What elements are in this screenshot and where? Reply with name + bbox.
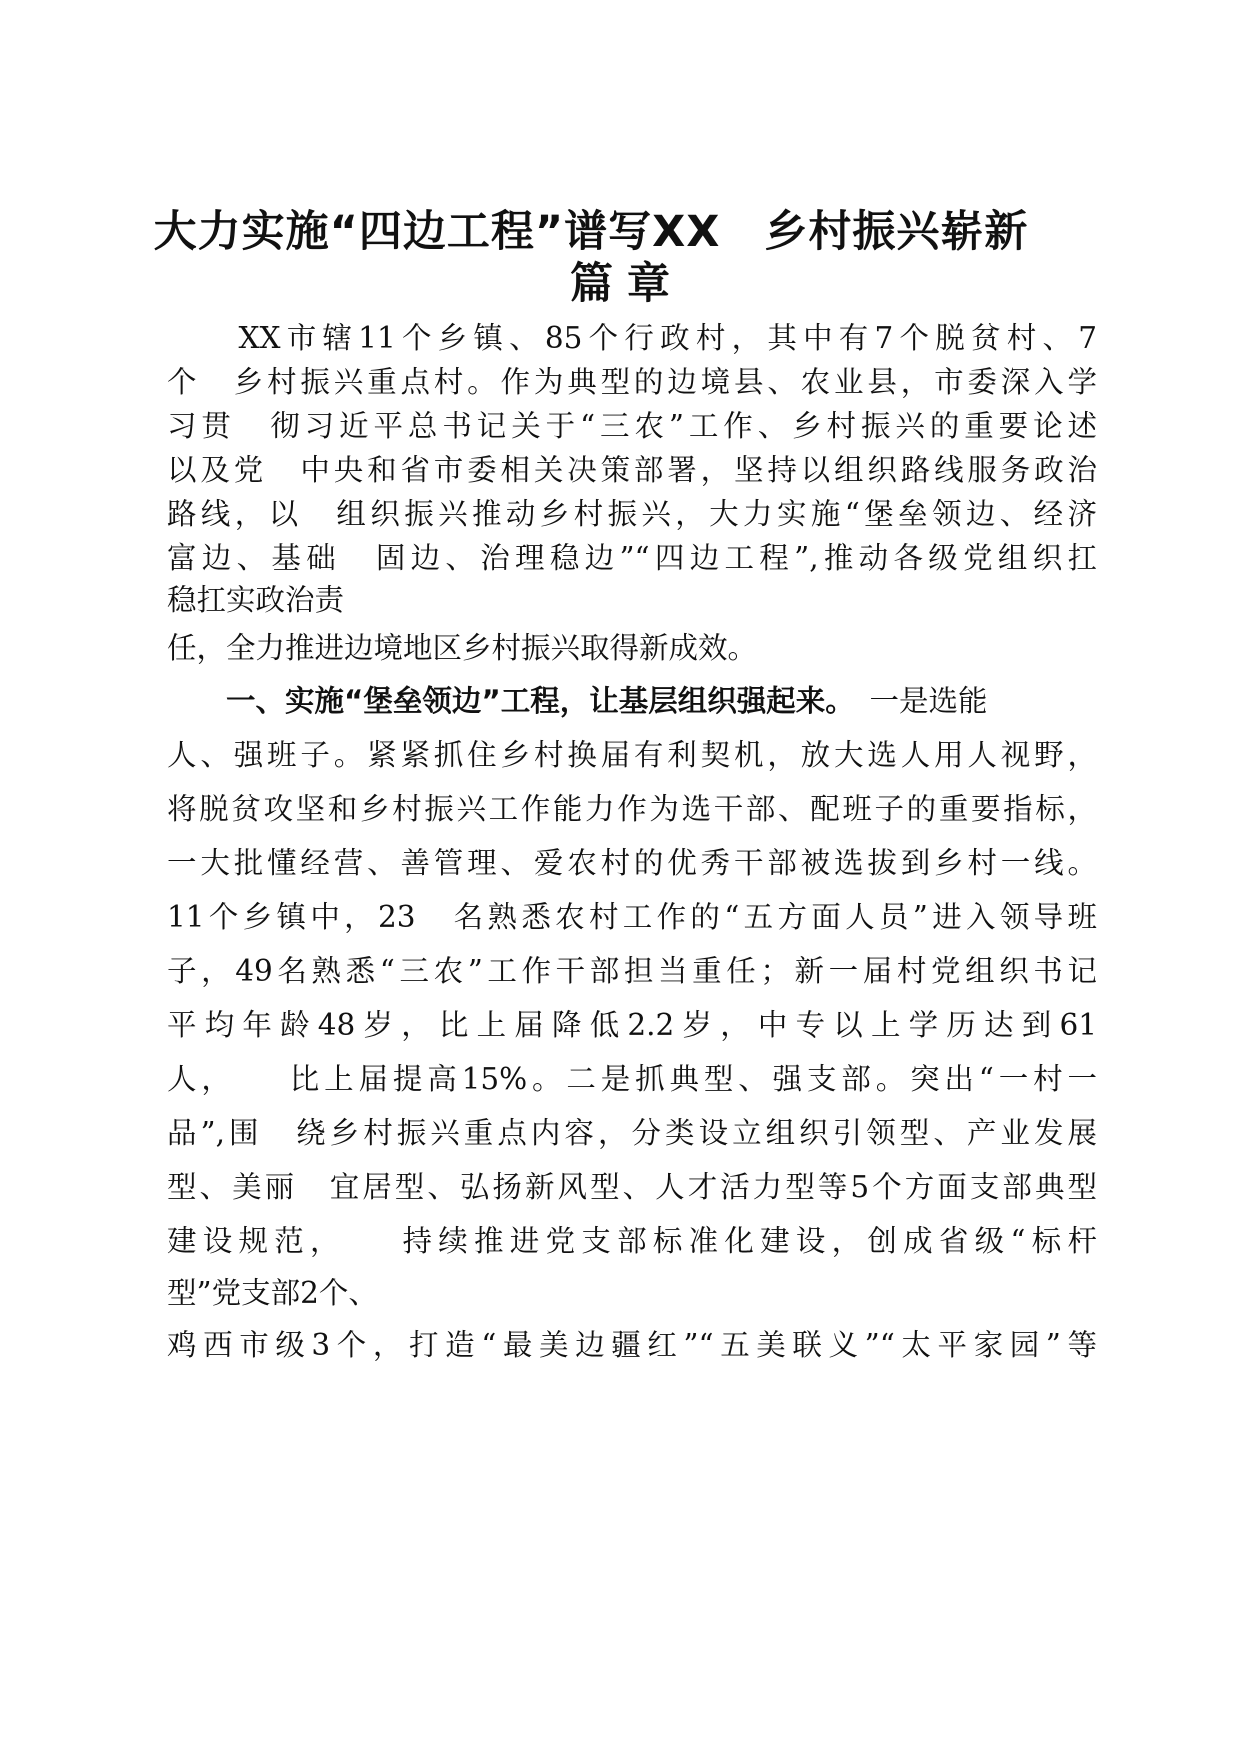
paragraph-line: 鸡西市级3个，打造“最美边疆红”“五美联义”“太平家园”等 [167, 1328, 1097, 1362]
section-heading-line [167, 681, 1097, 721]
paragraph-line: 子，49名熟悉“三农”工作干部担当重任；新一届村党组织书记 [167, 954, 1097, 988]
section-heading: 一、实施“堡垒领边”工程，让基层组织强起来。 [167, 684, 841, 718]
paragraph-line: 一大批懂经营、善管理、爱农村的优秀干部被选拔到乡村一线。 [167, 846, 1097, 880]
paragraph-line: 稳扛实政治责 [167, 583, 345, 617]
paragraph-line: 个 乡村振兴重点村。作为典型的边境县、农业县，市委深入学 [167, 365, 1097, 399]
document-title-line-2: 篇章 [570, 259, 684, 309]
paragraph-line: 型、美丽 宜居型、弘扬新风型、人才活力型等5个方面支部典型 [167, 1170, 1097, 1204]
paragraph-line: 人、强班子。紧紧抓住乡村换届有利契机，放大选人用人视野， [167, 738, 1097, 772]
paragraph-line: 11个乡镇中，23 名熟悉农村工作的“五方面人员”进入领导班 [167, 900, 1097, 934]
paragraph-line: 品”,围 绕乡村振兴重点内容，分类设立组织引领型、产业发展 [167, 1116, 1097, 1150]
section-heading-tail: 一是选能 [840, 684, 988, 718]
paragraph-line: 平均年龄48岁，比上届降低2.2岁，中专以上学历达到61 [167, 1008, 1097, 1042]
paragraph-line: 以及党 中央和省市委相关决策部署，坚持以组织路线服务政治 [167, 453, 1097, 487]
paragraph-line: 建设规范， 持续推进党支部标准化建设，创成省级“标杆 [167, 1224, 1097, 1258]
paragraph-line: XX市辖11个乡镇、85个行政村，其中有7个脱贫村、7 [167, 321, 1097, 355]
paragraph-line: 富边、基础 固边、治理稳边”“四边工程”,推动各级党组织扛 [167, 541, 1097, 575]
paragraph-line: 路线，以 组织振兴推动乡村振兴，大力实施“堡垒领边、经济 [167, 497, 1097, 531]
paragraph-line: 将脱贫攻坚和乡村振兴工作能力作为选干部、配班子的重要指标， [167, 792, 1097, 826]
paragraph-line: 习贯 彻习近平总书记关于“三农”工作、乡村振兴的重要论述 [167, 409, 1097, 443]
paragraph-line: 人， 比上届提高15%。二是抓典型、强支部。突出“一村一 [167, 1062, 1097, 1096]
paragraph-line: 任，全力推进边境地区乡村振兴取得新成效。 [167, 631, 758, 665]
document-title-line-1: 大力实施“四边工程”谱写XX 乡村振兴崭新 [153, 207, 1029, 257]
paragraph-line: 型”党支部2个、 [167, 1276, 378, 1310]
